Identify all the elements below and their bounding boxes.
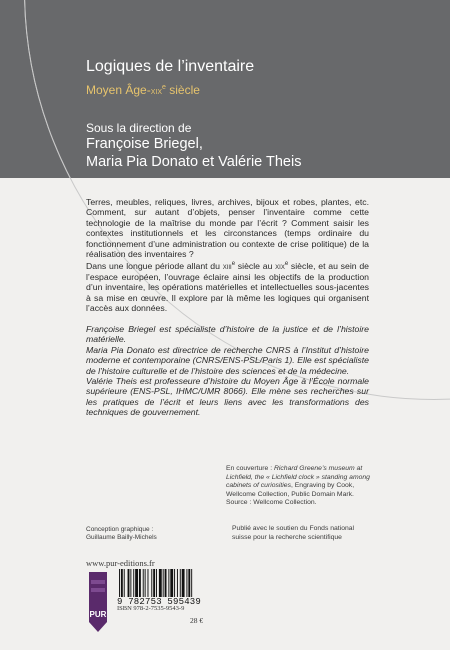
funding-notice: Publié avec le soutien du Fonds national suisse pour la recherche scientifique [232, 525, 355, 541]
cover-credit [226, 465, 372, 508]
isbn: ISBN 978-2-7535-9543-9 [117, 605, 185, 612]
barcode-bar [139, 569, 141, 597]
barcode-bar [165, 569, 167, 597]
subtitle-text: Moyen Âge- [86, 83, 151, 97]
publisher-website: www.pur-editions.fr [86, 558, 155, 568]
design-label: Conception graphique : [86, 526, 154, 533]
blurb-text: Dans une longue période allant du [86, 261, 223, 272]
bio-briegel: Françoise Briegel est spécialiste d’histoire de la justice et de l’histoire matérielle. [86, 324, 369, 345]
barcode-bar [177, 569, 178, 597]
editors-line-2: Maria Pia Donato et Valérie Theis [86, 154, 302, 170]
barcode-bar [159, 569, 162, 597]
cover-credit-title: Richard Greene’s museum at Lichfield, the « Lichfield clock » standing among cabinets of curiosities [226, 465, 370, 490]
barcode-bar [174, 569, 175, 597]
direction-label: Sous la direction de [86, 121, 192, 135]
barcode-number: 9 782753 595439 [117, 597, 202, 607]
barcode-bar [148, 569, 149, 597]
barcode-bar [170, 569, 173, 597]
barcode-bar [168, 569, 169, 597]
bio-donato: Maria Pia Donato est directrice de recherche CNRS à l’Institut d’histoire moderne et contemporaine (CNRS/ENS-PSL/Paris 1). Elle est spécialiste de l’histoire culturelle et de l’histoire des sciences et de la médecine. [86, 344, 369, 376]
barcode-bar [163, 569, 164, 597]
century-13: xiii [222, 261, 232, 272]
barcode-bar [121, 569, 123, 597]
barcode-bar [145, 569, 146, 597]
barcode-bar [180, 569, 181, 597]
cover-credit-prefix: En couverture : [226, 465, 274, 472]
barcode-bar [128, 569, 130, 597]
price: 28 € [190, 616, 204, 625]
logo-text: PUR [89, 610, 107, 619]
barcode-bar [133, 569, 134, 597]
author-bios [86, 324, 369, 418]
blurb-text: siècle au [235, 261, 276, 272]
blurb-paragraph-1: Terres, meubles, reliques, livres, archives, bijoux et robes, plantes, etc. Comment, sur autant d’objets, penser l’inventaire comme cette technologie de la maîtrise du monde par l’écrit ? Comment saisir les contextes institutionnels et les circonstances (temps ordinaire du fonctionnement d’une administration ou contexte de crise politique) de la réalisation des inventaires ? [86, 197, 369, 260]
back-cover-blurb [86, 197, 369, 313]
barcode-bar [130, 569, 131, 597]
barcode-bar [153, 569, 155, 597]
century-19: xix [275, 261, 285, 272]
blurb-text: siècle, et au sein de l’espace européen, l’ouvrage éclaire ainsi les objectifs de la production d’un inventaire, les opérations matérielles et intellectuelles sous-jacentes à sa mise en œuvre. Il explore par là même les logiques qui organisent l’accès aux données. [86, 261, 369, 313]
bio-theis: Valérie Theis est professeure d’histoire du Moyen Âge à l’École normale supérieure (ENS-PSL, IHMC/UMR 8066). Elle mène ses recherches sur les pratiques de l’écrit et leurs liens avec les transformations des techniques de gouvernement. [86, 376, 369, 418]
barcode [117, 569, 227, 607]
century-13-sup: e [231, 261, 236, 268]
editors-line-1: Françoise Briegel, [86, 136, 203, 152]
designer-name: Guillaume Bailly-Michels [86, 534, 157, 541]
barcode-bar [135, 569, 138, 597]
barcode-bar [191, 569, 192, 597]
blurb-paragraph-2 [86, 259, 369, 313]
barcode-bars [117, 569, 224, 597]
century-19-sup: e [284, 261, 289, 268]
pur-logo-icon [86, 570, 110, 634]
subtitle-superscript: e [162, 84, 166, 91]
cover-credit-rest: , Engraving by Cook, Wellcome Collection, Public Domain Mark. Source : Wellcome Collection. [226, 482, 355, 507]
graphic-design-credit [86, 526, 157, 542]
subtitle-suffix: siècle [165, 83, 200, 97]
barcode-bar [151, 569, 152, 597]
barcode-bar [188, 569, 190, 597]
barcode-bar [156, 569, 157, 597]
barcode-bar [186, 569, 187, 597]
subtitle-century: xix [150, 86, 162, 97]
barcode-bar [119, 569, 120, 597]
book-title: Logiques de l’inventaire [86, 58, 255, 75]
barcode-bar [182, 569, 185, 597]
barcode-bar [143, 569, 144, 597]
barcode-bar [124, 569, 125, 597]
